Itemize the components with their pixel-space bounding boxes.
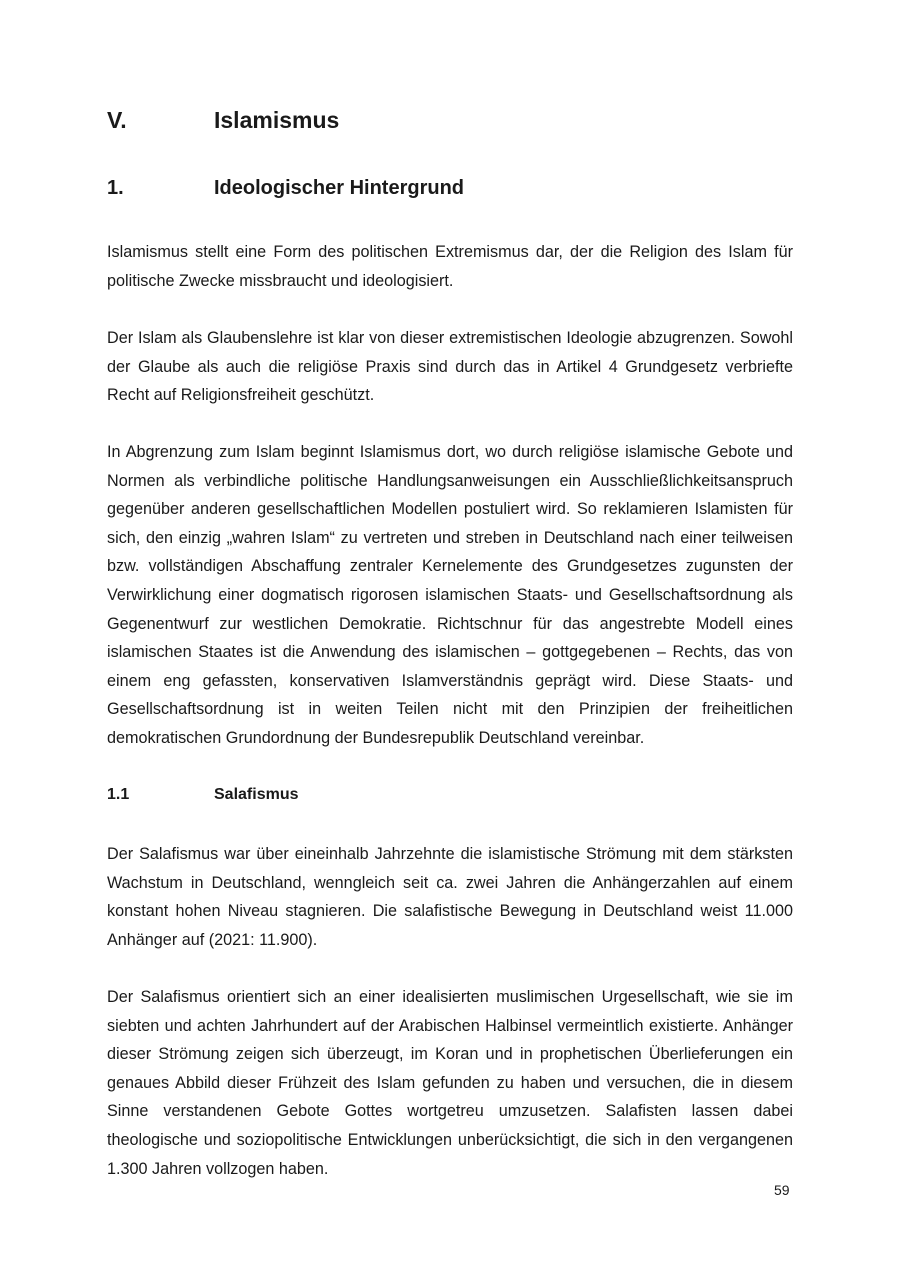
section-heading — [107, 107, 339, 134]
subsubsection-title: Salafismus — [214, 786, 299, 803]
subsubsection-heading — [107, 786, 298, 804]
paragraph: Islamismus stellt eine Form des politischen Extremismus dar, der die Religion des Islam für politische Zwecke missbraucht und ideologisiert. — [107, 243, 793, 290]
paragraph: Der Salafismus war über eineinhalb Jahrzehnte die islamistische Strömung mit dem stärksten Wachstum in Deutschland, wenngleich seit ca. zwei Jahren die Anhängerzahlen auf einem konstant hohen Niveau stagnieren. Die salafistische Bewegung in Deutschland weist 11.000 Anhänger auf (2021: 11.900). — [107, 845, 793, 949]
subsubsection-number: 1.1 — [107, 786, 130, 803]
page-number: 59 — [774, 1182, 790, 1198]
subsection-number: 1. — [107, 177, 124, 199]
paragraph: Der Islam als Glaubenslehre ist klar von dieser extremistischen Ideologie abzugrenzen. Sowohl der Glaube als auch die religiöse Praxis sind durch das in Artikel 4 Grundgesetz verbriefte Recht auf Religionsfreiheit geschützt. — [107, 329, 793, 405]
paragraph: In Abgrenzung zum Islam beginnt Islamismus dort, wo durch religiöse islamische Gebote und Normen als verbindliche politische Handlungsanweisungen ein Ausschließlichkeitsanspruch gegenüber anderen gesellschaftlichen Modellen postuliert wird. So reklamieren Islamisten für sich, den einzig „wahren Islam“ zu vertreten und streben in Deutschland nach einer teilweisen bzw. vollständigen Abschaffung zentraler Kernelemente des Grundgesetzes zugunsten der Verwirklichung einer dogmatisch rigorosen islamischen Staats- und Gesellschaftsordnung als Gegenentwurf zur westlichen Demokratie. Richtschnur für das angestrebte Modell eines islamischen Staates ist die Anwendung des islamischen – gottgegebenen – Rechts, das von einem eng gefassten, konservativen Islamverständnis geprägt wird. Diese Staats- und Gesellschaftsordnung ist in weiten Teilen nicht mit den Prinzipien der freiheitlichen demokratischen Grundordnung der Bundesrepublik Deutschland vereinbar. — [107, 443, 793, 747]
paragraph: Der Salafismus orientiert sich an einer idealisierten muslimischen Urgesellschaft, wie sie im siebten und achten Jahrhundert auf der Arabischen Halbinsel vermeintlich existierte. Anhänger dieser Strömung zeigen sich überzeugt, im Koran und in prophetischen Überlieferungen ein genaues Abbild dieser Frühzeit des Islam gefunden zu haben und versuchen, die in diesem Sinne verstandenen Gebote Gottes wortgetreu umzusetzen. Salafisten lassen dabei theologische und soziopolitische Entwicklungen unberücksichtigt, die sich in den vergangenen 1.300 Jahren vollzogen haben. — [107, 988, 793, 1178]
section-title: Islamismus — [214, 107, 340, 133]
subsection-title: Ideologischer Hintergrund — [214, 177, 465, 199]
section-number: V. — [107, 107, 127, 133]
subsection-heading — [107, 177, 464, 200]
